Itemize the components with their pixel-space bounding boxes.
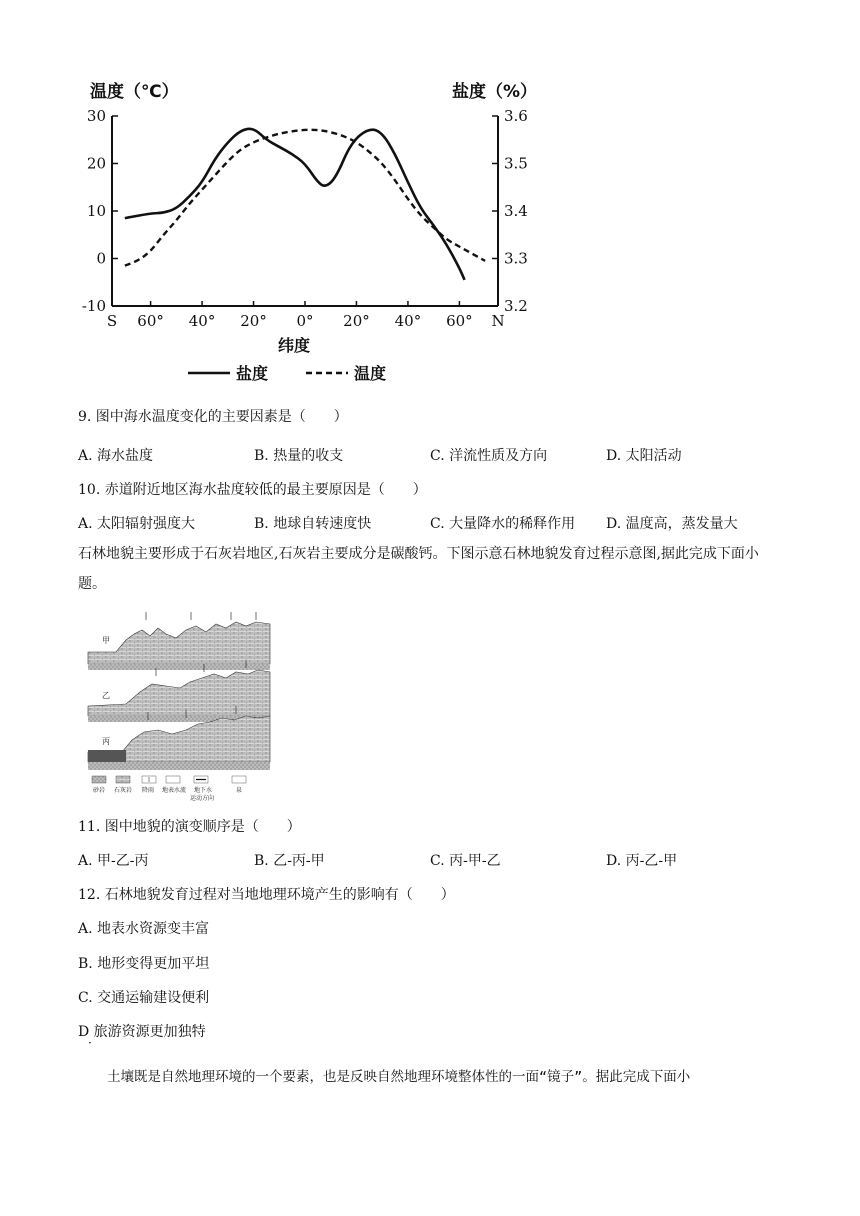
- x-tick-label: 0°: [296, 312, 314, 330]
- x-tick-label: 60°: [137, 312, 164, 330]
- question-11-stem: 11. 图中地貌的演变顺序是（ ）: [78, 819, 301, 835]
- right-axis-label: 盐度（%）: [452, 82, 538, 102]
- legend-movement-direction: 运动方向: [190, 795, 215, 802]
- question-11-option-a: A. 甲-乙-丙: [78, 853, 149, 869]
- x-tick-label: 20°: [343, 312, 370, 330]
- left-tick-label: 10: [86, 202, 106, 220]
- passage-soil: 土壤既是自然地理环境的一个要素，也是反映自然地理环境整体性的一面“镜子”。据此完成下面小: [107, 1069, 691, 1085]
- temperature-salinity-chart: [70, 76, 540, 392]
- legend-groundwater: 地下水: [194, 787, 213, 794]
- stone-forest-figure: [86, 612, 276, 807]
- stage-jia: [88, 612, 270, 670]
- legend-limestone: 石灰岩: [114, 787, 133, 794]
- question-12-option-d: D 旅游资源更加独特: [78, 1024, 206, 1040]
- legend-salinity-label: 盐度: [236, 364, 269, 383]
- passage-stone-forest: 石林地貌主要形成于石灰岩地区,石灰岩主要成分是碳酸钙。下图示意石林地貌发育过程示意图,据此完成下面小题。: [78, 546, 759, 592]
- question-10-option-d: D. 温度高，蒸发量大: [606, 516, 738, 532]
- question-9-option-a: A. 海水盐度: [78, 448, 154, 464]
- x-tick-label: 40°: [394, 312, 422, 330]
- question-10-option-a: A. 太阳辐射强度大: [78, 516, 196, 532]
- figure-legend: [92, 776, 246, 802]
- legend-spring: 泉: [236, 787, 243, 794]
- stray-dot: ·: [88, 1036, 92, 1050]
- question-9-option-d: D. 太阳活动: [606, 448, 682, 464]
- question-11-option-d: D. 丙-乙-甲: [606, 853, 678, 869]
- left-tick-label: -10: [81, 297, 106, 315]
- x-axis-label: 纬度: [278, 336, 311, 355]
- x-tick-label: 20°: [240, 312, 267, 330]
- x-tick-label: 40°: [188, 312, 216, 330]
- question-9-option-b: B. 热量的收支: [254, 448, 344, 464]
- question-9-option-c: C. 洋流性质及方向: [430, 448, 548, 464]
- temperature-line: [125, 130, 485, 266]
- x-tick-label: S: [106, 312, 118, 330]
- legend-temperature-label: 温度: [354, 364, 387, 383]
- right-tick-label: 3.3: [504, 249, 528, 268]
- question-12-stem: 12. 石林地貌发育过程对当地地理环境产生的影响有（ ）: [78, 887, 455, 903]
- question-10-option-c: C. 大量降水的稀释作用: [430, 516, 576, 532]
- question-10-option-b: B. 地球自转速度快: [254, 516, 372, 532]
- legend-surface-water: 地表水流: [162, 787, 187, 794]
- question-11-option-b: B. 乙-丙-甲: [254, 853, 325, 869]
- left-axis-label: 温度（℃）: [90, 82, 179, 102]
- question-11-option-c: C. 丙-甲-乙: [430, 853, 501, 869]
- chart-ticks: [82, 107, 528, 330]
- question-12-option-b: B. 地形变得更加平坦: [78, 956, 210, 972]
- stage-yi-label: 乙: [102, 691, 110, 700]
- stage-bing-label: 丙: [102, 737, 110, 746]
- chart-lines: [125, 129, 485, 280]
- left-tick-label: 30: [86, 107, 106, 125]
- left-tick-label: 20: [86, 154, 106, 173]
- legend-sandstone: 砂岩: [93, 787, 106, 794]
- right-tick-label: 3.5: [504, 154, 528, 173]
- left-tick-label: 0: [96, 249, 106, 268]
- right-tick-label: 3.6: [504, 107, 528, 125]
- right-tick-label: 3.2: [504, 297, 528, 315]
- question-9-stem: 9. 图中海水温度变化的主要因素是（ ）: [78, 409, 348, 425]
- question-12-option-a: A. 地表水资源变丰富: [78, 921, 210, 937]
- question-10-stem: 10. 赤道附近地区海水盐度较低的最主要原因是（ ）: [78, 482, 427, 498]
- salinity-line: [125, 129, 465, 280]
- chart-legend: [188, 364, 386, 383]
- legend-rainfall: 降雨: [142, 787, 155, 794]
- x-tick-label: N: [491, 312, 505, 330]
- stage-jia-label: 甲: [102, 636, 110, 645]
- x-tick-label: 60°: [446, 312, 473, 330]
- right-tick-label: 3.4: [504, 202, 528, 220]
- question-12-option-c: C. 交通运输建设便利: [78, 990, 210, 1006]
